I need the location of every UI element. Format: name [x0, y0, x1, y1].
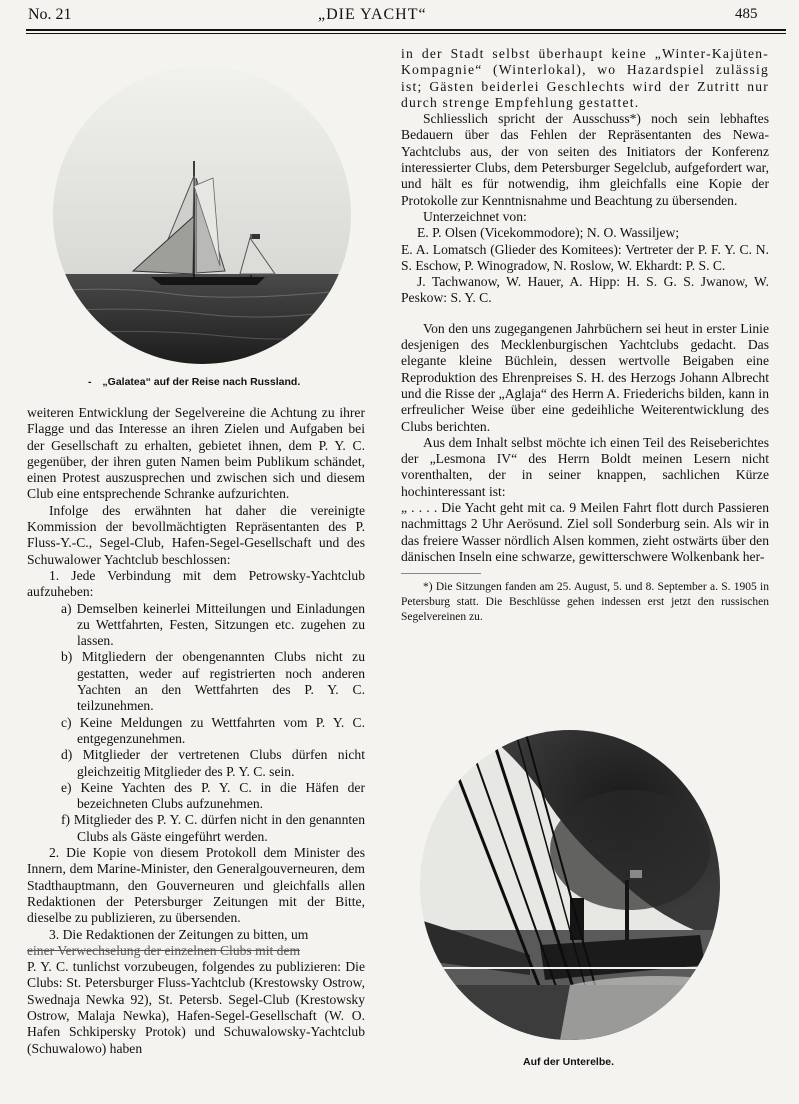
journal-title: „DIE YACHT“ — [318, 6, 427, 23]
list-item: 3. Die Redaktionen der Zeitungen zu bitten, um — [49, 926, 309, 942]
list-item: f) Mitglieder des P. Y. C. dürfen nicht in den genannten Clubs als Gäste eingeführt werden. — [61, 812, 365, 844]
paragraph: Infolge des erwähnten hat daher die vereinigte Kommission der bevollmächtigten Repräsentanten des P. Fluss-Y.-C., Segel-Club, Hafen-Segel-Gesellschaft und des Schuwalower Yachtclub beschlossen: — [27, 502, 365, 567]
paragraph: Unterzeichnet von: — [423, 208, 527, 224]
section-gap — [401, 307, 769, 321]
signatory-line: J. Tachwanow, W. Hauer, A. Hipp: H. S. G. S. Jwanow, W. Peskow: S. Y. C. — [401, 274, 769, 306]
caption-text: „Galatea“ auf der Reise nach Russland. — [102, 376, 301, 388]
right-column — [401, 46, 769, 625]
paragraph: Von den uns zugegangenen Jahrbüchern sei heut in erster Linie desjenigen des Mecklenburgischen Yachtclubs gedacht. Das elegante kleine Büchlein, dessen wertvolle Beigaben eine Reproduktion des Ehrenpreises S. H. des Herzogs Johann Albrecht und die Risse der „Aglaja“ des Herrn A. Friederichs bilden, kann in erfreulicher Weise über eine gedeihliche Weiterentwicklung des Clubs berichten. — [401, 320, 769, 434]
paragraph: weiteren Entwicklung der Segelvereine die Achtung zu ihrer Flagge und das Interesse an ihren Zielen und Aufgaben bei der Gesellschaft zu erhalten, gebietet ihnen, dem P. Y. C. gegenüber, der ihren guten Namen beim Publikum schändet, einen Protest auszusprechen und zwischen sich und diesem Club eine entsprechende Schranke aufzurichten. — [27, 405, 365, 502]
paragraph: P. Y. C. tunlichst vorzubeugen, folgendes zu publizieren: Die Clubs: St. Petersburger Fluss-Yachtclub (Krestowsky Ostrow, Swednaja Newka 92), St. Petersb. Segel-Club (Krestowsky Ostrow, Malaja Newka), Hafen-Segel-Gesellschaft (W. O. Hafen Schkipersky Protok) und Schuwalowsky-Yachtclub (Schuwalowo) haben — [27, 959, 365, 1056]
header-rule-thin — [26, 33, 786, 34]
footnote — [401, 580, 769, 625]
footnote-text: *) Die Sitzungen fanden am 25. August, 5. und 8. September a. S. 1905 in Petersburg statt. Die Beschlüsse gehen indessen erst jetzt den russischen Segelvereinen zu. — [401, 581, 769, 624]
galatea-photo — [53, 66, 351, 364]
list-item: c) Keine Meldungen zu Wettfahrten vom P. Y. C. entgegenzunehmen. — [61, 714, 365, 746]
struck-line: einer Verwechselung der einzelnen Clubs mit dem — [27, 942, 301, 958]
signatory-line: E. P. Olsen (Vicekommodore); N. O. Wassiljew; — [417, 225, 680, 241]
quote-paragraph: „ . . . . Die Yacht geht mit ca. 9 Meilen Fahrt flott durch Passieren nachmittags 2 Uhr Aerösund. Ziel soll Sonderburg sein. Als wir in das freiere Wasser nördlich Alsen kommen, zieht ostwärts über den dänischen Inseln eine schwarze, gewitterschwere Wolkenbank her- — [401, 500, 769, 564]
unterelbe-photo — [420, 730, 720, 1040]
header-rule — [26, 29, 786, 31]
paragraph: Aus dem Inhalt selbst möchte ich einen Teil des Reiseberichtes der „Lesmona IV“ des Herrn Boldt meinen Lesern nicht vorenthalten, der in seiner knappen, sachlichen Kürze hochinteressant ist: — [401, 434, 769, 499]
signatory-line: E. A. Lomatsch (Glieder des Komitees): Vertreter der P. F. Y. C. N. S. Eschow, P. Winogradow, N. Roslow, W. Ekhardt: P. S. C. — [401, 241, 769, 273]
list-item: 2. Die Kopie von diesem Protokoll dem Minister des Innern, dem Marine-Minister, den Generalgouverneuren, dem Stadthauptmann, den Gouverneuren und gleichfalls allen Redaktionen der Petersburger Zeitungen mit der Bitte, dieselbe zu publizieren, zu übersenden. — [27, 845, 365, 926]
list-item: 1. Jede Verbindung mit dem Petrowsky-Yachtclub aufzuheben: — [27, 567, 365, 600]
left-column — [27, 405, 365, 1057]
paragraph: Schliesslich spricht der Ausschuss*) noch sein lebhaftes Bedauern über das Fehlen der Repräsentanten des Newa-Yachtclubs aus, der von seiten des Initiators der Konferenz interessierter Clubs, dem Petersburger Segelclub, aufgefordert war, und hält es für notwendig, ihm gleichfalls eine Kopie der Protokolle zur Kenntnisnahme und Beachtung zu übersenden. — [401, 111, 769, 208]
footnote-separator — [401, 573, 481, 574]
list-item: e) Keine Yachten des P. Y. C. in die Häfen der bezeichneten Clubs aufzunehmen. — [61, 779, 365, 812]
issue-number: No. 21 — [28, 6, 72, 23]
figure-caption-2: Auf der Unterelbe. — [523, 1056, 615, 1068]
list-item: d) Mitglieder der vertretenen Clubs dürfen nicht gleichzeitig Mitglieder des P. Y. C. sein. — [61, 747, 365, 779]
caption-marker: - — [88, 376, 92, 388]
list-item: a) Demselben keinerlei Mitteilungen und Einladungen zu Wettfahrten, Festen, Sitzungen etc. zugehen zu lassen. — [61, 600, 365, 649]
figure-caption — [88, 376, 300, 388]
list-item: b) Mitgliedern der obengenannten Clubs nicht zu gestatten, weder auf registrierten noch anderen Yachten an den Wettfahrten des P. Y. C. teilzunehmen. — [61, 649, 365, 714]
page-number: 485 — [735, 6, 758, 22]
paragraph: in der Stadt selbst überhaupt keine „Winter-Kajüten-Kompagnie“ (Winterlokal), wo Hazardspiel zulässig ist; Gästen beiderlei Geschlechts wird der Zutritt nur durch strenge Empfehlung gestattet. — [401, 46, 769, 110]
